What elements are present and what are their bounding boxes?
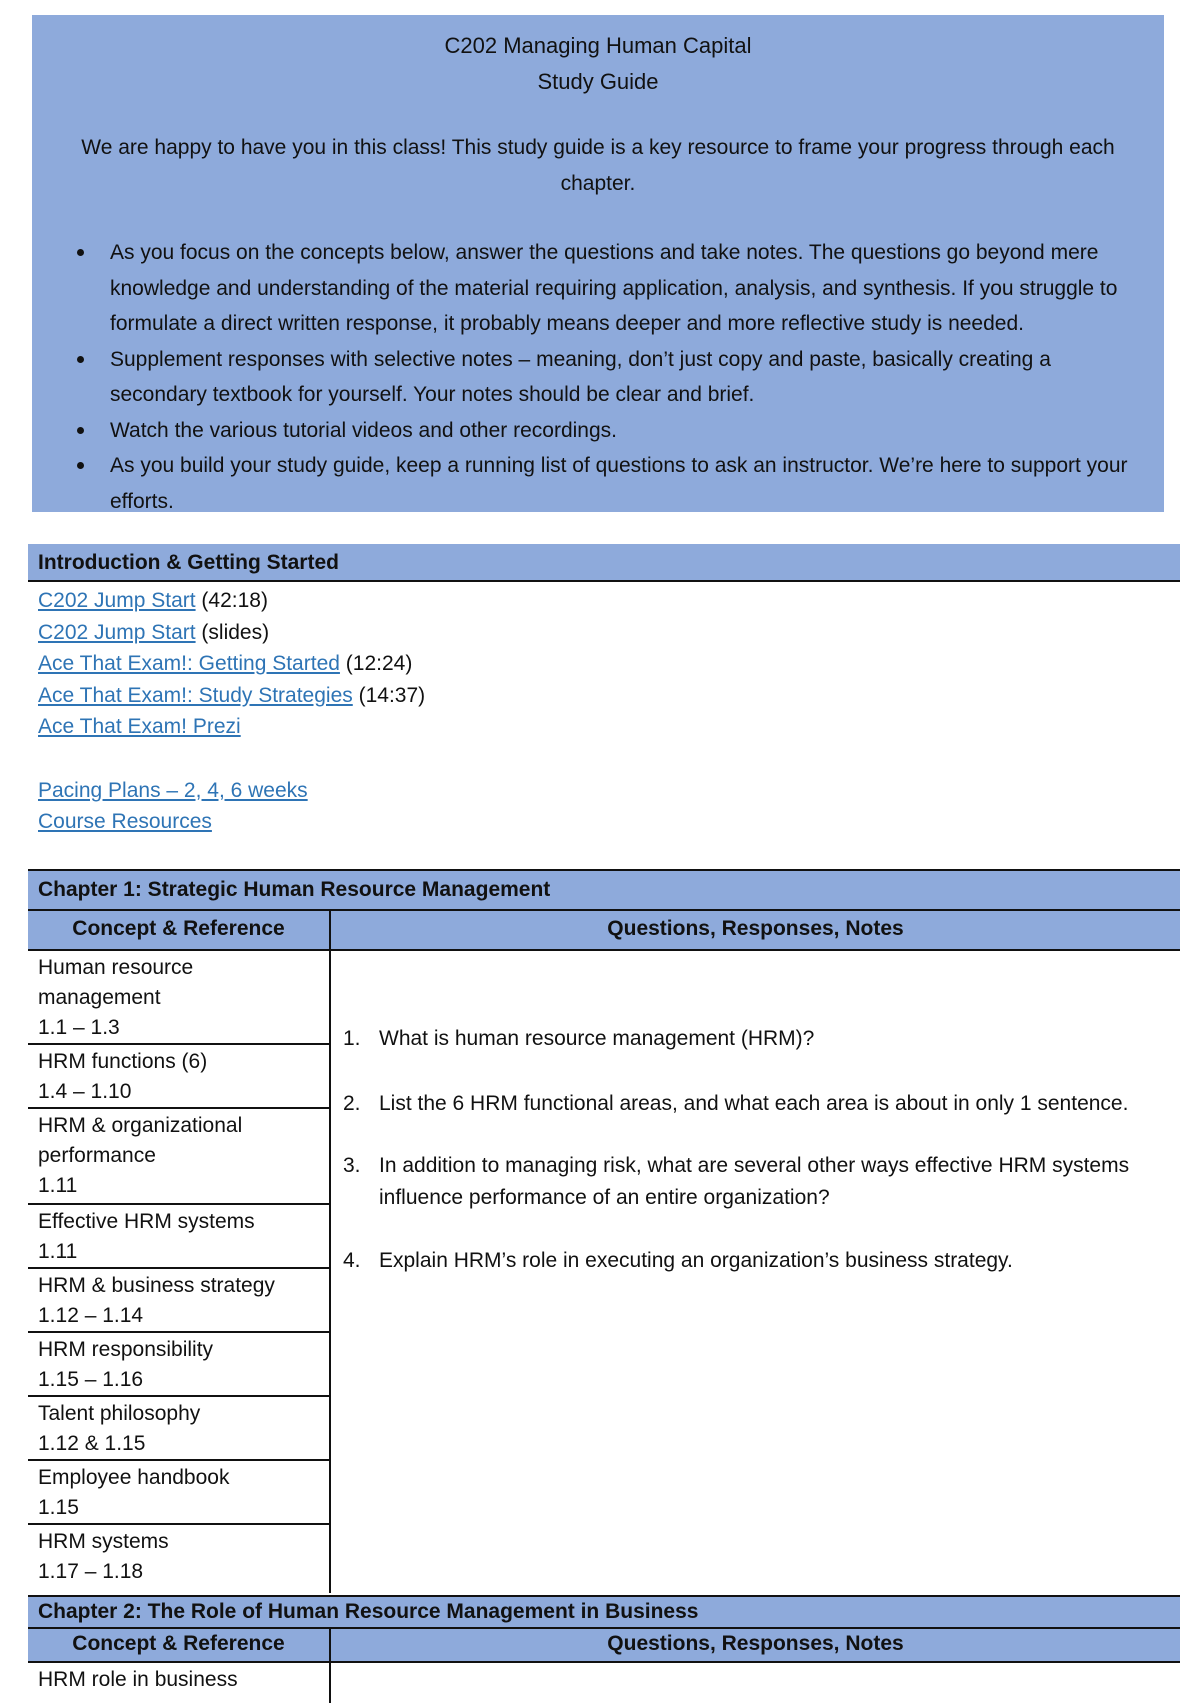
chapter-1-body bbox=[28, 951, 1180, 1593]
jump-start-video-link[interactable]: C202 Jump Start bbox=[38, 589, 196, 612]
concept-reference: 1.15 – 1.16 bbox=[38, 1368, 144, 1391]
concept-column bbox=[28, 951, 331, 1593]
question-item bbox=[343, 1023, 1160, 1055]
questions-column-header: Questions, Responses, Notes bbox=[607, 917, 904, 940]
concept-cell bbox=[28, 1205, 329, 1269]
concept-cell bbox=[28, 1333, 329, 1397]
welcome-text: We are happy to have you in this class! This study guide is a key resource to frame your progress through each chapter. bbox=[81, 136, 1115, 195]
concept-line: HRM responsibility bbox=[38, 1338, 214, 1361]
question-text: List the 6 HRM functional areas, and what each area is about in only 1 sentence. bbox=[379, 1092, 1129, 1115]
concept-line: HRM systems bbox=[38, 1530, 169, 1553]
getting-started-links bbox=[38, 585, 425, 838]
column-header-row bbox=[28, 911, 1180, 951]
concept-cell bbox=[28, 1109, 329, 1205]
question-number: 1. bbox=[343, 1027, 361, 1050]
questions-column bbox=[331, 951, 1180, 1593]
questions-column bbox=[331, 1663, 1180, 1703]
concept-line: Employee handbook bbox=[38, 1466, 230, 1489]
concept-column-header: Concept & Reference bbox=[28, 911, 331, 949]
concept-line: Talent philosophy bbox=[38, 1402, 201, 1425]
question-item bbox=[343, 1150, 1160, 1214]
concept-column-header: Concept & Reference bbox=[28, 1629, 331, 1661]
concept-line: HRM role in business bbox=[38, 1668, 238, 1691]
intro-box bbox=[32, 15, 1164, 512]
concept-line: HRM functions (6) bbox=[38, 1050, 208, 1073]
question-number: 2. bbox=[343, 1092, 361, 1115]
concept-cell bbox=[28, 1525, 329, 1593]
concept-reference: 1.1 – 1.3 bbox=[38, 1016, 120, 1039]
concept-reference: 1.12 & 1.15 bbox=[38, 1432, 146, 1455]
instruction-item: As you focus on the concepts below, answer the questions and take notes. The questions go beyond mere knowledge and understanding of the material requiring application, analysis, and synthesis. If you struggle to formulate a direct written response, it probably means deeper and more reflective study is needed. bbox=[62, 235, 1134, 342]
chapter-2-title: Chapter 2: The Role of Human Resource Management in Business bbox=[28, 1595, 1180, 1629]
document-title: C202 Managing Human Capital bbox=[444, 33, 752, 58]
chapter-1-title: Chapter 1: Strategic Human Resource Management bbox=[28, 869, 1180, 911]
instruction-item: Supplement responses with selective notes – meaning, don’t just copy and paste, basically creating a secondary textbook for yourself. Your notes should be clear and brief. bbox=[62, 342, 1134, 413]
concept-cell bbox=[28, 1461, 329, 1525]
questions-column-header: Questions, Responses, Notes bbox=[607, 1632, 904, 1655]
question-item bbox=[343, 1088, 1160, 1120]
question-item bbox=[343, 1245, 1160, 1277]
course-resources-link[interactable]: Course Resources bbox=[38, 810, 212, 833]
column-header-row bbox=[28, 1629, 1180, 1663]
concept-line: Human resource bbox=[38, 956, 194, 979]
link-suffix: (12:24) bbox=[339, 652, 413, 675]
question-number: 3. bbox=[343, 1154, 361, 1177]
instruction-item: Watch the various tutorial videos and other recordings. bbox=[62, 413, 1134, 449]
link-suffix: (slides) bbox=[195, 620, 270, 644]
link-row bbox=[38, 680, 425, 712]
ace-exam-getting-started-link[interactable]: Ace That Exam!: Getting Started bbox=[38, 652, 340, 675]
concept-column bbox=[28, 1663, 331, 1703]
ace-exam-prezi-link[interactable]: Ace That Exam! Prezi bbox=[38, 715, 241, 738]
concept-reference: 1.15 bbox=[38, 1496, 79, 1519]
getting-started-header: Introduction & Getting Started bbox=[28, 544, 1180, 582]
concept-line: HRM & business strategy bbox=[38, 1274, 275, 1297]
concept-reference: 1.17 – 1.18 bbox=[38, 1560, 144, 1583]
chapter-2-body bbox=[28, 1663, 1180, 1703]
link-suffix: (42:18) bbox=[195, 589, 268, 612]
pacing-plans-link[interactable]: Pacing Plans – 2, 4, 6 weeks bbox=[38, 778, 308, 802]
link-row bbox=[38, 711, 425, 743]
concept-reference: 1.4 – 1.10 bbox=[38, 1080, 132, 1103]
document-subtitle: Study Guide bbox=[537, 69, 659, 94]
chapter-2-table bbox=[28, 1595, 1180, 1703]
question-text: Explain HRM’s role in executing an organization’s business strategy. bbox=[379, 1249, 1013, 1272]
concept-reference: 1.12 – 1.14 bbox=[38, 1304, 144, 1327]
question-text: In addition to managing risk, what are several other ways effective HRM systems influence performance of an entire organization? bbox=[379, 1154, 1130, 1209]
concept-cell bbox=[28, 1269, 329, 1333]
link-row bbox=[38, 806, 425, 838]
concept-line: performance bbox=[38, 1144, 156, 1167]
link-row bbox=[38, 617, 425, 649]
concept-cell bbox=[28, 1663, 329, 1703]
concept-line: management bbox=[38, 986, 161, 1009]
question-number: 4. bbox=[343, 1249, 361, 1272]
link-suffix: (14:37) bbox=[352, 683, 426, 707]
concept-cell bbox=[28, 1045, 329, 1109]
link-row bbox=[38, 585, 425, 617]
instruction-item: As you build your study guide, keep a running list of questions to ask an instructor. We’re here to support your efforts. bbox=[62, 448, 1134, 519]
concept-cell bbox=[28, 1397, 329, 1461]
jump-start-slides-link[interactable]: C202 Jump Start bbox=[38, 620, 196, 644]
question-text: What is human resource management (HRM)? bbox=[379, 1027, 815, 1050]
concept-reference: 1.11 bbox=[38, 1240, 78, 1263]
concept-line: HRM & organizational bbox=[38, 1114, 243, 1137]
concept-cell bbox=[28, 951, 329, 1045]
link-row bbox=[38, 648, 425, 680]
concept-reference: 1.11 bbox=[38, 1174, 78, 1197]
link-row bbox=[38, 775, 425, 807]
concept-line: Effective HRM systems bbox=[38, 1210, 255, 1233]
instructions-list bbox=[62, 235, 1134, 519]
ace-exam-study-strategies-link[interactable]: Ace That Exam!: Study Strategies bbox=[38, 683, 353, 707]
chapter-1-table bbox=[28, 869, 1180, 1593]
